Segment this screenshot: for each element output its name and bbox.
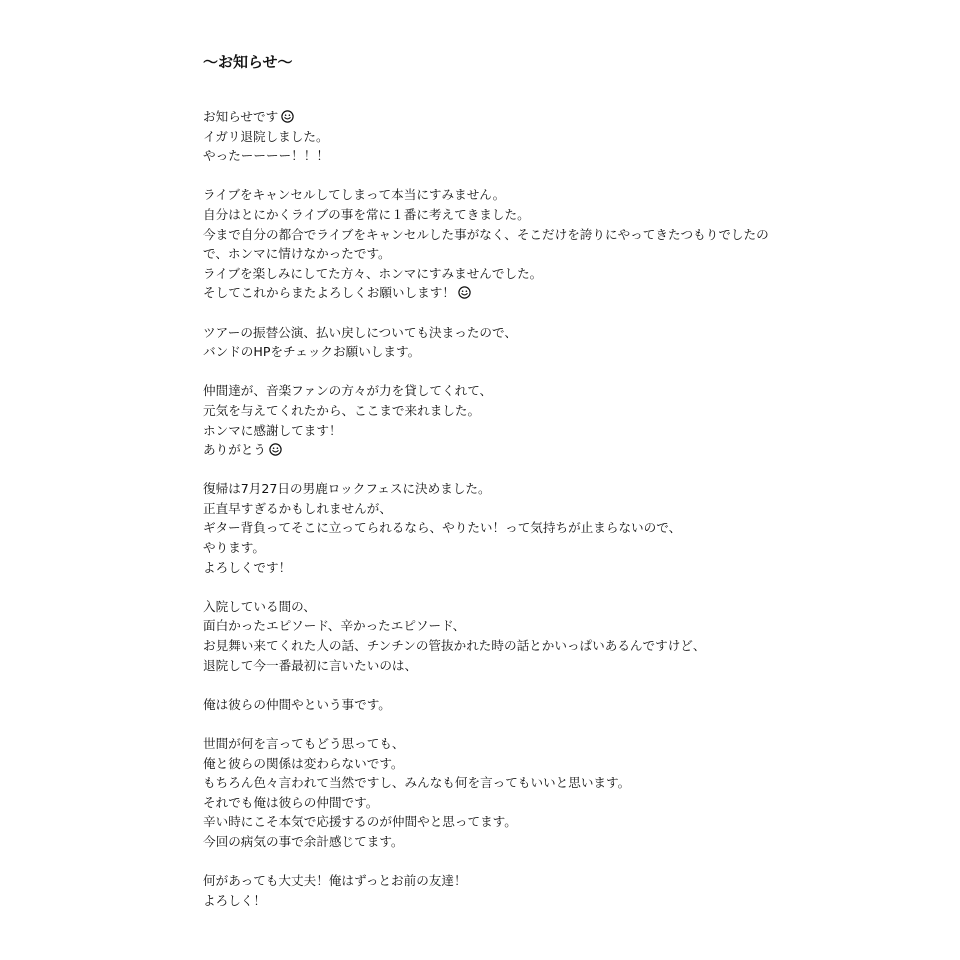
notice-line-text: そしてこれからまたよろしくお願いします！ — [203, 285, 455, 301]
notice-line — [203, 656, 803, 676]
notice-line — [203, 440, 803, 460]
notice-line-text: ライブをキャンセルしてしまって本当にすみません。 — [203, 187, 506, 203]
notice-line-text: お見舞い来てくれた人の話、チンチンの管抜かれた時の話とかいっぱいあるんですけど、 — [203, 638, 706, 654]
notice-line — [203, 342, 803, 362]
notice-line — [203, 891, 803, 911]
notice-line-text: 今回の病気の事で余計感じてます。 — [203, 833, 404, 849]
notice-line — [203, 264, 803, 284]
notice-line-text: 入院している間の、 — [203, 598, 316, 614]
smiley-face-icon — [458, 285, 471, 305]
notice-paragraph — [203, 323, 803, 362]
notice-line — [203, 812, 803, 832]
notice-line — [203, 538, 803, 558]
notice-line-text: 元気を与えてくれたから、ここまで来れました。 — [203, 402, 481, 418]
notice-line — [203, 499, 803, 519]
notice-line — [203, 616, 803, 636]
notice-paragraph — [203, 871, 803, 910]
notice-paragraph — [203, 381, 803, 459]
notice-line — [203, 381, 803, 401]
notice-line — [203, 225, 803, 245]
notice-line-text: ギター背負ってそこに立ってられるなら、やりたい！って気持ちが止まらないので、 — [203, 520, 682, 536]
notice-body — [203, 107, 803, 930]
notice-line-text: よろしくです！ — [203, 559, 292, 575]
notice-line-text: 俺と彼らの関係は変わらないです。 — [203, 755, 404, 771]
notice-line-text: バンドのHPをチェックお願いします。 — [203, 344, 421, 360]
notice-line-text: 退院して今一番最初に言いたいのは、 — [203, 657, 418, 673]
notice-line — [203, 244, 803, 264]
notice-line-text: 正直早すぎるかもしれませんが、 — [203, 500, 392, 516]
notice-line-text: で、ホンマに情けなかったです。 — [203, 246, 391, 262]
notice-line-text: ライブを楽しみにしてた方々、ホンマにすみませんでした。 — [203, 265, 543, 281]
notice-paragraph — [203, 734, 803, 852]
notice-line-text: それでも俺は彼らの仲間です。 — [203, 794, 379, 810]
notice-line — [203, 734, 803, 754]
notice-line-text: お知らせです — [203, 109, 279, 124]
notice-line-text: 俺は彼らの仲間やという事です。 — [203, 696, 391, 712]
notice-line-text: よろしく！ — [203, 892, 266, 908]
notice-line — [203, 205, 803, 225]
notice-line-text: やったーーーー！！！ — [203, 148, 329, 164]
notice-line-text: ツアーの振替公演、払い戻しについても決まったので、 — [203, 324, 517, 340]
notice-line — [203, 754, 803, 774]
notice-line-text: 仲間達が、音楽ファンの方々が力を貸してくれて、 — [203, 383, 493, 399]
notice-line-text: やります。 — [203, 540, 265, 556]
notice-line — [203, 323, 803, 343]
notice-line — [203, 832, 803, 852]
notice-line-text: 世間が何を言ってもどう思っても、 — [203, 736, 405, 751]
notice-line-text: 面白かったエピソード、辛かったエピソード、 — [203, 618, 466, 634]
notice-line-text: ホンマに感謝してます！ — [203, 422, 342, 438]
notice-line — [203, 479, 803, 499]
notice-line — [203, 146, 803, 166]
notice-line — [203, 127, 803, 147]
notice-line — [203, 283, 803, 303]
notice-line-text: 今まで自分の都合でライブをキャンセルした事がなく、そこだけを誇りにやってきたつもりでしたの — [203, 226, 769, 242]
notice-title: 〜お知らせ〜 — [203, 53, 293, 71]
notice-line — [203, 185, 803, 205]
notice-line-text: 復帰は7月27日の男鹿ロックフェスに決めました。 — [203, 481, 491, 497]
notice-line — [203, 107, 803, 127]
notice-line — [203, 401, 803, 421]
notice-line — [203, 518, 803, 538]
notice-line-text: イガリ退院しました。 — [203, 128, 329, 144]
notice-paragraph — [203, 695, 803, 715]
notice-line — [203, 773, 803, 793]
notice-line-text: ありがとう — [203, 442, 266, 458]
notice-line-text: 自分はとにかくライブの事を常に１番に考えてきました。 — [203, 206, 530, 222]
notice-line-text: 何があっても大丈夫！俺はずっとお前の友達！ — [203, 873, 467, 889]
smiley-face-icon — [269, 442, 282, 462]
notice-line-text: 辛い時にこそ本気で応援するのが仲間やと思ってます。 — [203, 814, 517, 830]
notice-line — [203, 597, 803, 617]
notice-paragraph — [203, 597, 803, 675]
notice-paragraph — [203, 185, 803, 303]
notice-line — [203, 695, 803, 715]
notice-line — [203, 636, 803, 656]
notice-line — [203, 793, 803, 813]
notice-line — [203, 558, 803, 578]
notice-paragraph — [203, 479, 803, 577]
notice-line — [203, 871, 803, 891]
smiley-face-icon — [281, 109, 294, 129]
notice-paragraph — [203, 107, 803, 166]
notice-line-text: もちろん色々言われて当然ですし、みんなも何を言ってもいいと思います。 — [203, 775, 631, 791]
notice-line — [203, 421, 803, 441]
